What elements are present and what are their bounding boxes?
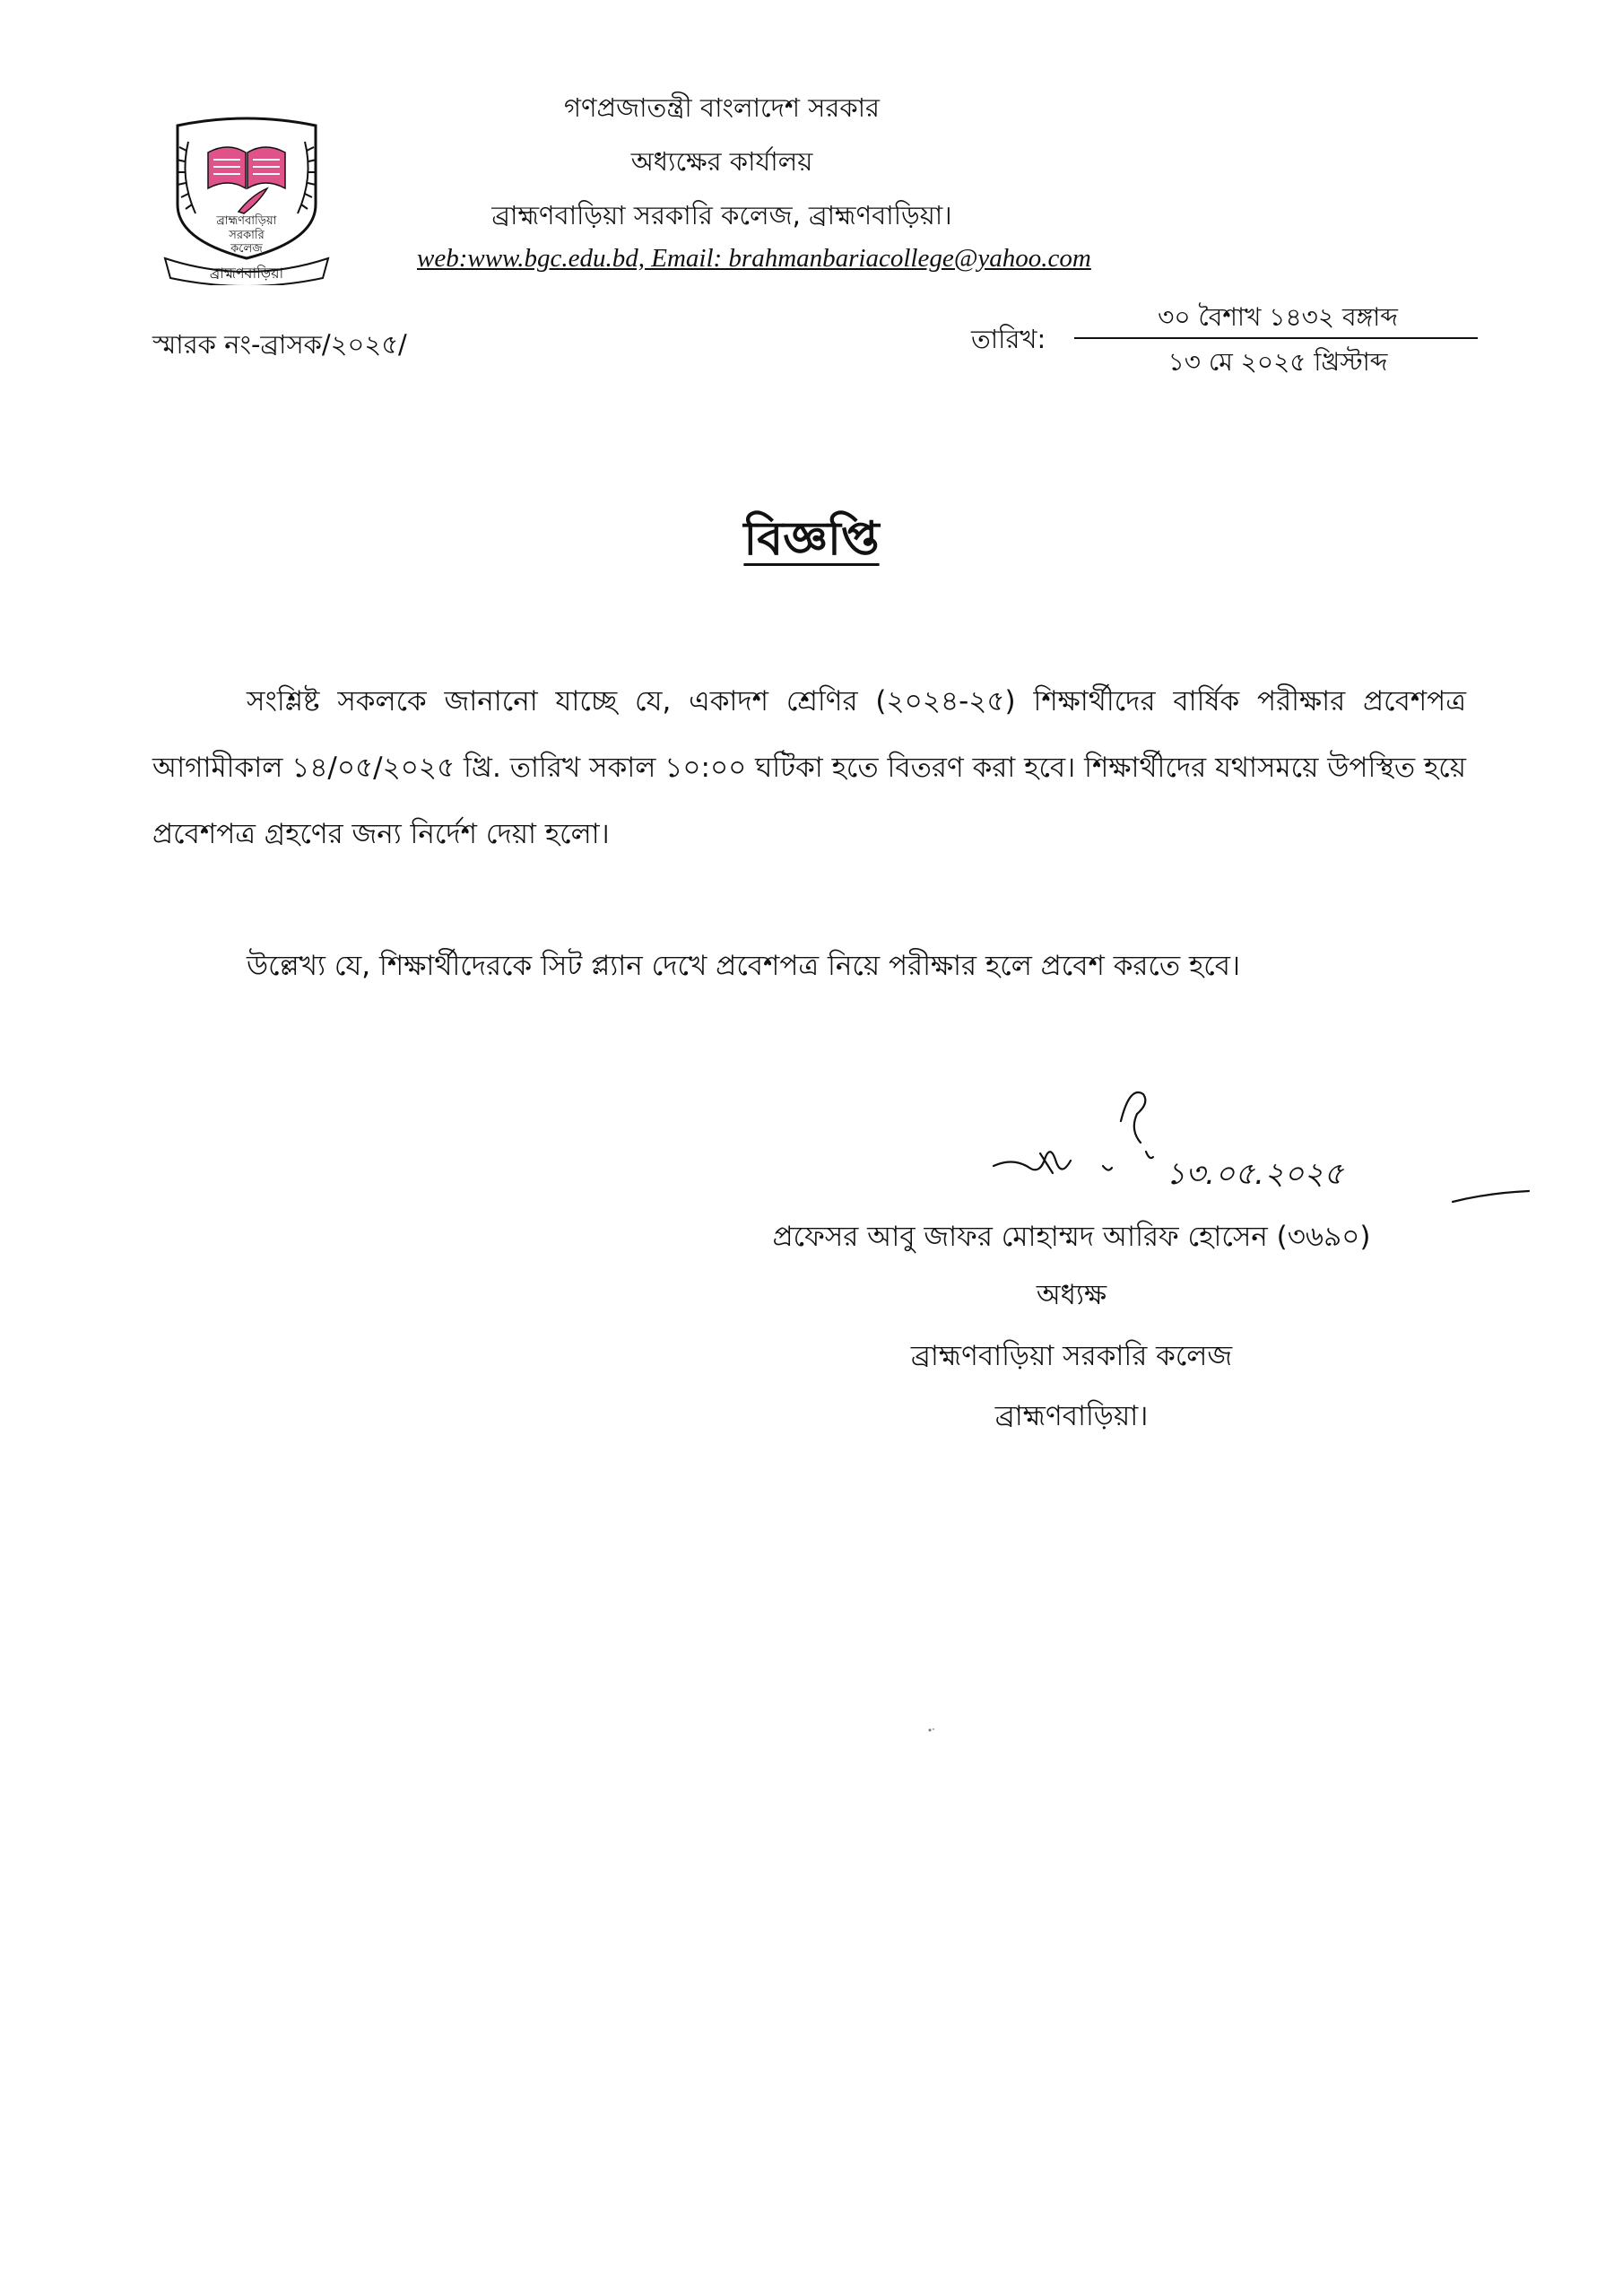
- date-bangla: ৩০ বৈশাখ ১৪৩২ বঙ্গাব্দ: [1158, 302, 1398, 332]
- office-name: অধ্যক্ষের কার্যালয়: [630, 146, 813, 177]
- web-email-line: [417, 244, 1091, 274]
- signatory-name: প্রফেসর আবু জাফর মোহাম্মদ আরিফ হোসেন (৩৬৯০): [772, 1221, 1371, 1253]
- government-name: গণপ্রজাতন্ত্রী বাংলাদেশ সরকার: [563, 92, 881, 123]
- scan-speck: [927, 1726, 936, 1734]
- logo-ribbon-line1: ব্রাহ্মণবাড়িয়া: [216, 214, 277, 228]
- body-paragraph-2: উল্লেখ্য যে, শিক্ষার্থীদেরকে সিট প্ল্যান দেখে প্রবেশপত্র নিয়ে পরীক্ষার হলে প্রবেশ করতে হবে।: [247, 950, 1241, 982]
- signatory-designation: অধ্যক্ষ: [1036, 1279, 1107, 1311]
- book-icon: [208, 147, 285, 188]
- college-address: ব্রাহ্মণবাড়িয়া সরকারি কলেজ, ব্রাহ্মণবাড়িয়া।: [491, 200, 952, 230]
- signatory-college: ব্রাহ্মণবাড়িয়া সরকারি কলেজ: [910, 1340, 1233, 1372]
- logo-ribbon-line2: সরকারি: [229, 229, 265, 242]
- memo-number: স্মারক নং-ব্রাসক/২০২৫/: [152, 329, 407, 360]
- web-email-text: web:www.bgc.edu.bd, Email: brahmanbariacollege@yahoo.com: [417, 244, 1091, 273]
- signatory-district: ব্রাহ্মণবাড়িয়া।: [994, 1400, 1149, 1432]
- notice-title-wrap: [0, 502, 1623, 580]
- date-divider: [1074, 337, 1478, 339]
- date-label: তারিখ:: [971, 324, 1046, 354]
- notice-title: বিজ্ঞপ্তি: [743, 512, 880, 566]
- handwritten-signature: [986, 1067, 1542, 1229]
- college-logo-emblem: [152, 106, 341, 285]
- logo-bottom-banner: ব্রাহ্মণবাড়িয়া: [209, 265, 284, 282]
- body-paragraph-1: সংশ্লিষ্ট সকলকে জানানো যাচ্ছে যে, একাদশ শ্রেণির (২০২৪-২৫) শিক্ষার্থীদের বার্ষিক পরীক্ষার প্রবেশপত্র আগামীকাল ১৪/০৫/২০২৫ খ্রি. তারিখ সকাল ১০:০০ ঘটিকা হতে বিতরণ করা হবে। শিক্ষার্থীদের যথাসময়ে উপস্থিত হয়ে প্রবেশপত্র গ্রহণের জন্য নির্দেশ দেয়া হলো।: [152, 685, 1466, 850]
- handwritten-date: ১৩.০৫.২০২৫: [1166, 1156, 1344, 1192]
- quill-icon: [239, 188, 267, 213]
- logo-ribbon-line3: কলেজ: [230, 242, 263, 256]
- date-gregorian: ১৩ মে ২০২৫ খ্রিস্টাব্দ: [1167, 347, 1388, 377]
